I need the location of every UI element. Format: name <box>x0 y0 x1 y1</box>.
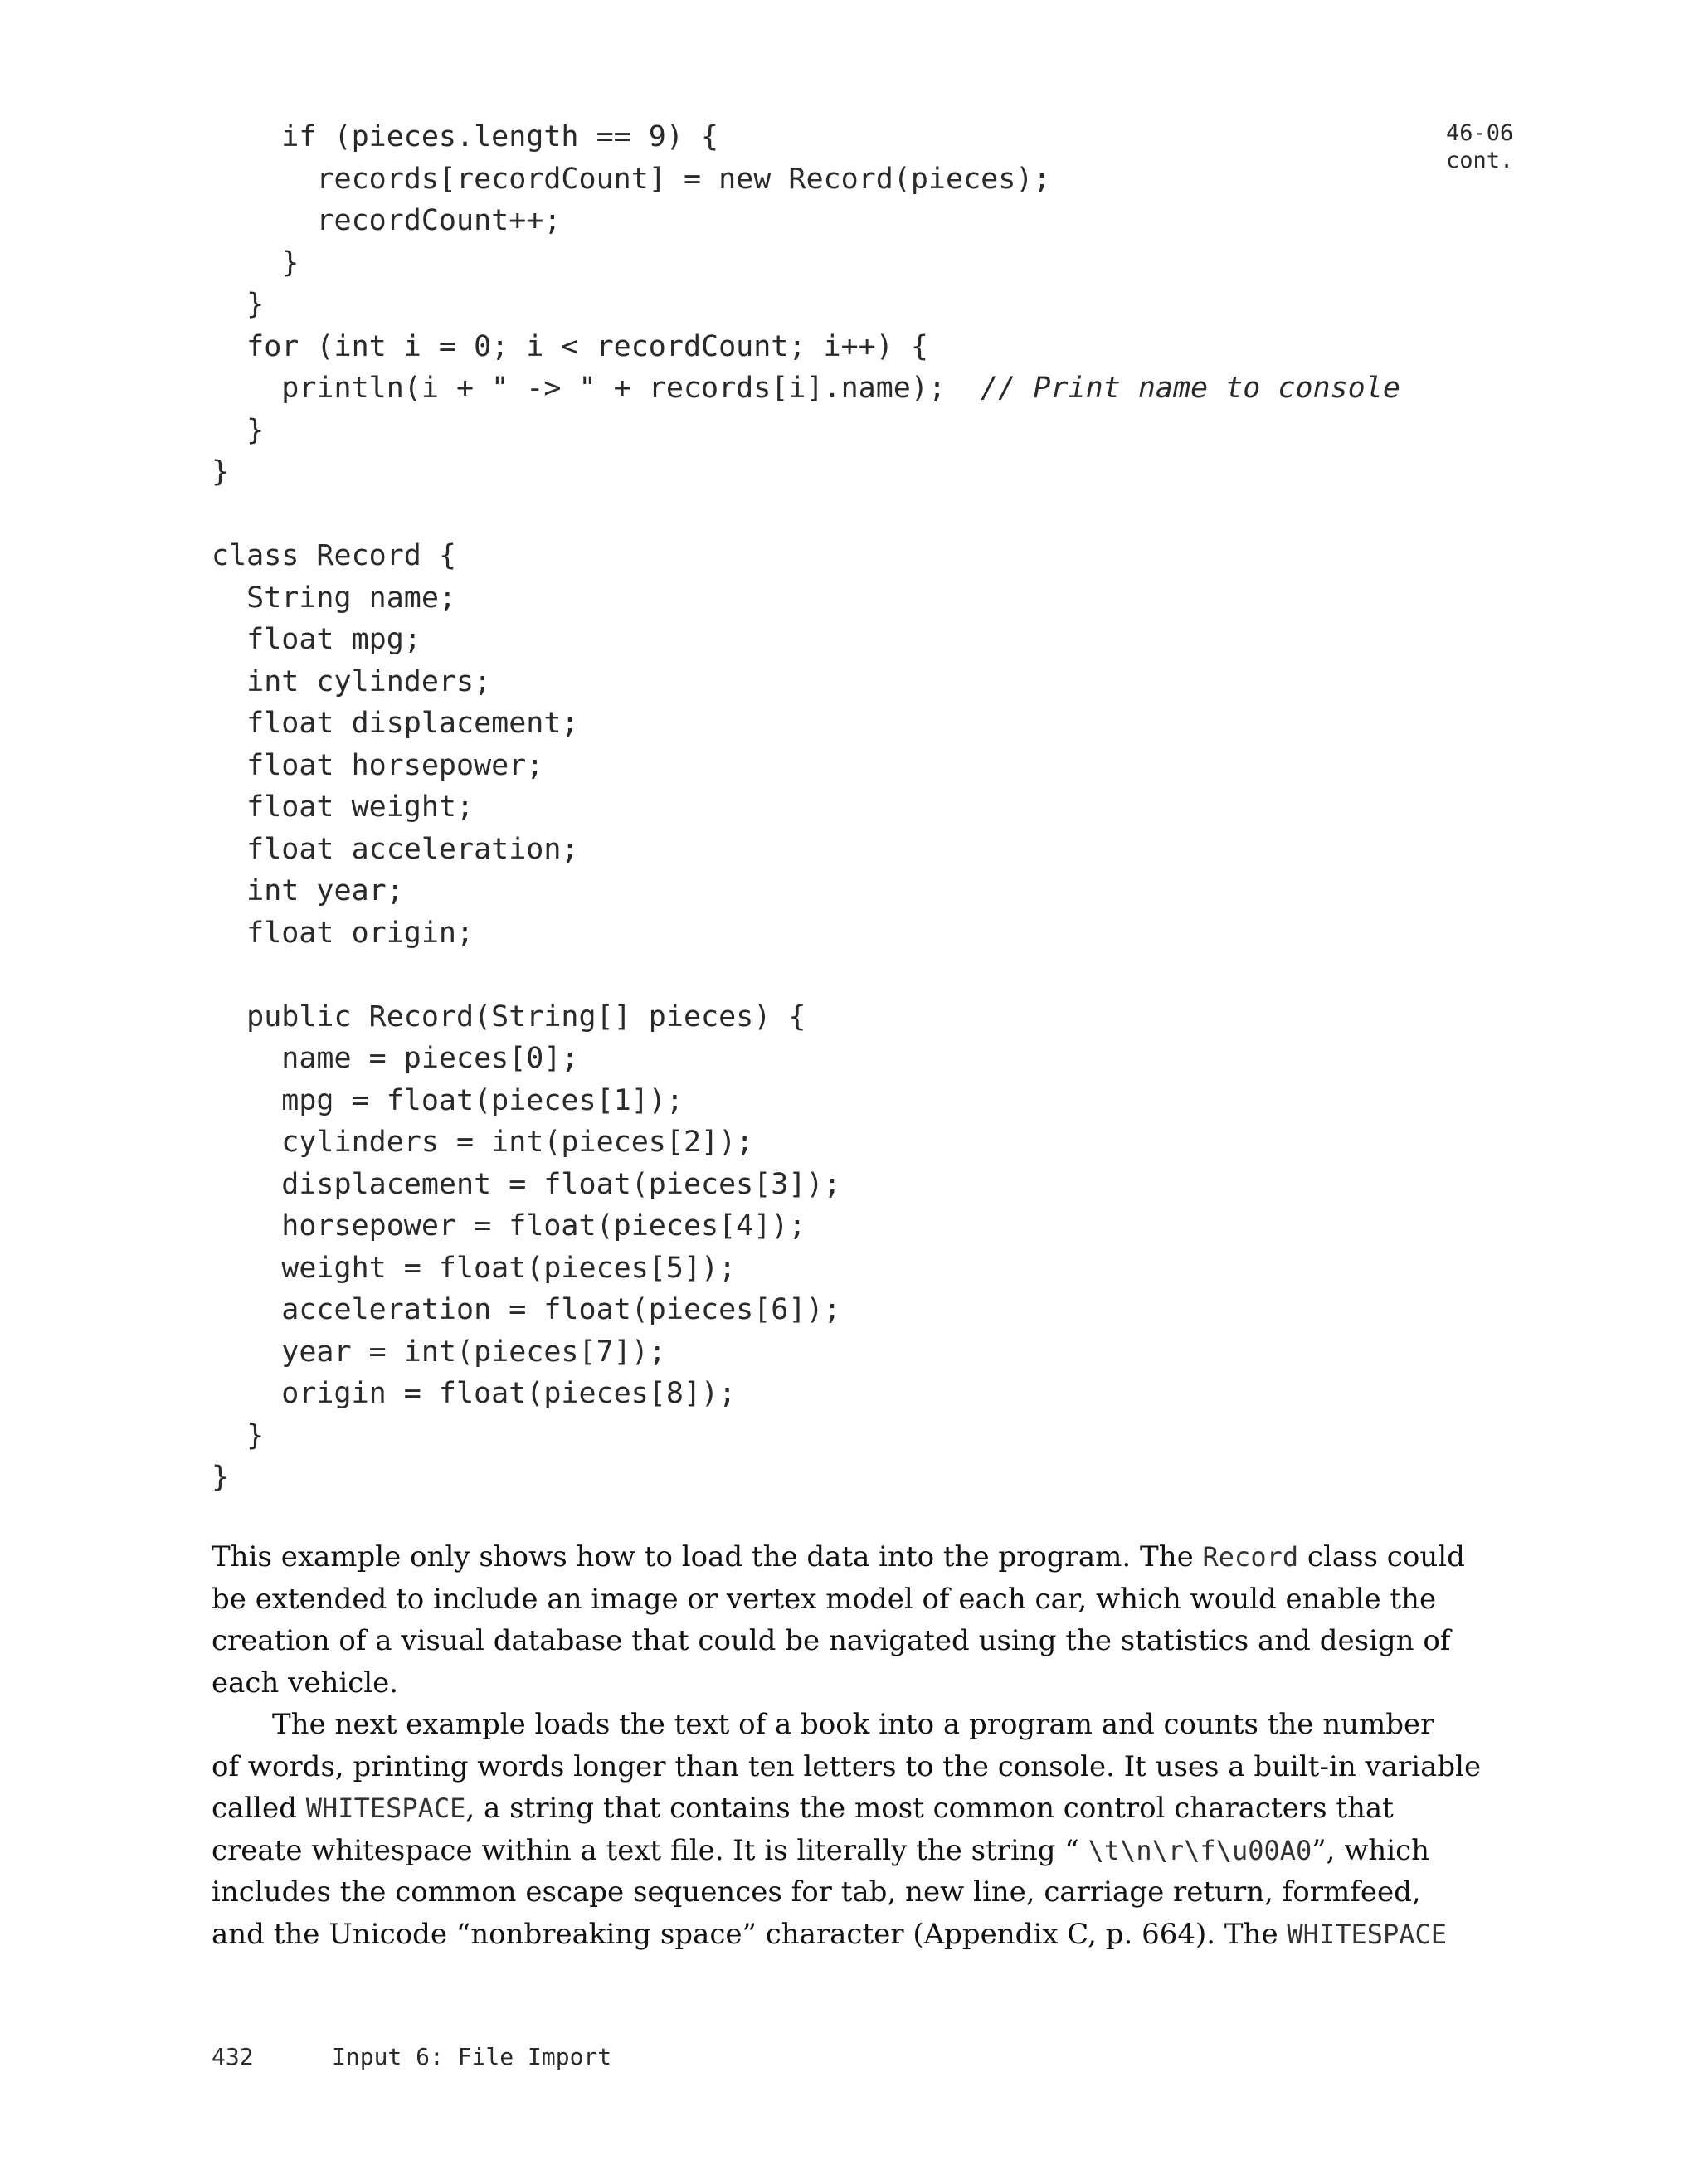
code-line <box>212 661 1400 703</box>
code-line <box>212 1164 1400 1206</box>
margin-note-example-id: 46-06 <box>1446 120 1514 146</box>
code-text: displacement = float(pieces[3]); <box>212 1167 841 1201</box>
paragraph-1-line-2: be extended to include an image or vertex model of each car, which would enable the <box>212 1582 1437 1616</box>
text-run: ”, which <box>1312 1833 1430 1867</box>
code-line <box>212 158 1400 201</box>
paragraph-1-line-3: creation of a visual database that could be navigated using the statistics and design of <box>212 1624 1451 1657</box>
code-line <box>212 535 1400 577</box>
code-text: } <box>212 246 299 280</box>
code-text: for (int i = 0; i < recordCount; i++) { <box>212 329 928 363</box>
text-run: class could <box>1298 1540 1465 1574</box>
code-listing <box>212 116 1400 1499</box>
text-run: This example only shows how to load the data into the program. The <box>212 1540 1203 1574</box>
code-line <box>212 577 1400 620</box>
code-text: origin = float(pieces[8]); <box>212 1377 737 1410</box>
code-text: float displacement; <box>212 707 579 740</box>
code-line <box>212 745 1400 787</box>
code-text: year = int(pieces[7]); <box>212 1335 666 1369</box>
code-line <box>212 1248 1400 1290</box>
code-line <box>212 870 1400 912</box>
code-line <box>212 200 1400 242</box>
code-text: } <box>212 1461 230 1494</box>
code-text: cylinders = int(pieces[2]); <box>212 1126 754 1159</box>
code-comment: // Print name to console <box>981 372 1400 405</box>
code-text: public Record(String[] pieces) { <box>212 1000 806 1034</box>
code-text: acceleration = float(pieces[6]); <box>212 1293 841 1326</box>
code-line <box>212 786 1400 829</box>
code-line <box>212 1331 1400 1374</box>
code-line <box>212 1289 1400 1331</box>
code-text: } <box>212 1418 265 1452</box>
code-text: } <box>212 288 265 321</box>
code-line <box>212 703 1400 745</box>
inline-code-whitespace: WHITESPACE <box>1287 1918 1448 1950</box>
code-line <box>212 1373 1400 1415</box>
paragraph-1-line-1 <box>212 1536 1465 1578</box>
paragraph-2-line-1: The next example loads the text of a book into a program and counts the number <box>272 1708 1434 1741</box>
text-run: called <box>212 1792 306 1825</box>
inline-code-escape-string: \t\n\r\f\u00A0 <box>1088 1834 1312 1866</box>
code-line <box>212 1038 1400 1080</box>
code-text: horsepower = float(pieces[4]); <box>212 1209 806 1243</box>
code-line <box>212 829 1400 871</box>
paragraph-2-line-4 <box>212 1830 1430 1872</box>
code-line <box>212 116 1400 158</box>
text-run: , a string that contains the most common control characters that <box>465 1792 1394 1825</box>
code-line <box>212 954 1400 996</box>
code-line <box>212 284 1400 326</box>
code-text: records[recordCount] = new Record(pieces); <box>212 162 1051 196</box>
code-line <box>212 1121 1400 1164</box>
code-line <box>212 451 1400 494</box>
code-line <box>212 494 1400 536</box>
code-line <box>212 1457 1400 1499</box>
paragraph-2-line-6 <box>212 1914 1448 1956</box>
code-text: String name; <box>212 581 457 615</box>
code-text: float acceleration; <box>212 832 579 866</box>
code-text: } <box>212 455 230 489</box>
inline-code-record: Record <box>1202 1541 1299 1573</box>
code-line <box>212 367 1400 410</box>
code-text: float origin; <box>212 916 475 950</box>
code-line <box>212 1205 1400 1248</box>
code-text: float horsepower; <box>212 748 544 782</box>
body-text <box>212 1536 1482 1955</box>
code-line <box>212 326 1400 368</box>
code-text: float mpg; <box>212 623 421 656</box>
running-footer-section: Input 6: File Import <box>332 2043 612 2070</box>
page-number: 432 <box>212 2043 254 2070</box>
code-line <box>212 996 1400 1038</box>
code-text: if (pieces.length == 9) { <box>212 120 719 153</box>
code-text: mpg = float(pieces[1]); <box>212 1083 684 1117</box>
code-text: weight = float(pieces[5]); <box>212 1251 737 1285</box>
code-line <box>212 619 1400 661</box>
paragraph-2-line-3 <box>212 1788 1423 1830</box>
code-text: } <box>212 413 265 447</box>
code-text: println(i + " -> " + records[i].name); <box>212 372 981 405</box>
margin-note-continued: cont. <box>1446 148 1514 173</box>
code-text: class Record { <box>212 539 457 572</box>
code-line <box>212 1415 1400 1457</box>
inline-code-whitespace: WHITESPACE <box>305 1792 466 1824</box>
code-line <box>212 1080 1400 1122</box>
paragraph-2-line-5: includes the common escape sequences for tab, new line, carriage return, formfeed, <box>212 1875 1421 1909</box>
paragraph-2-line-2: of words, printing words longer than ten letters to the console. It uses a built-in variable <box>212 1749 1482 1783</box>
code-text: int year; <box>212 874 404 907</box>
code-line <box>212 912 1400 955</box>
code-text: float weight; <box>212 790 475 824</box>
paragraph-1-line-4: each vehicle. <box>212 1666 399 1700</box>
code-text: int cylinders; <box>212 664 492 698</box>
code-text: name = pieces[0]; <box>212 1042 579 1075</box>
code-text: recordCount++; <box>212 204 562 237</box>
margin-note <box>1446 119 1513 174</box>
code-line <box>212 410 1400 452</box>
text-run: create whitespace within a text file. It is literally the string “ <box>212 1833 1088 1867</box>
code-line <box>212 242 1400 285</box>
text-run: and the Unicode “nonbreaking space” character (Appendix C, p. 664). The <box>212 1917 1288 1951</box>
